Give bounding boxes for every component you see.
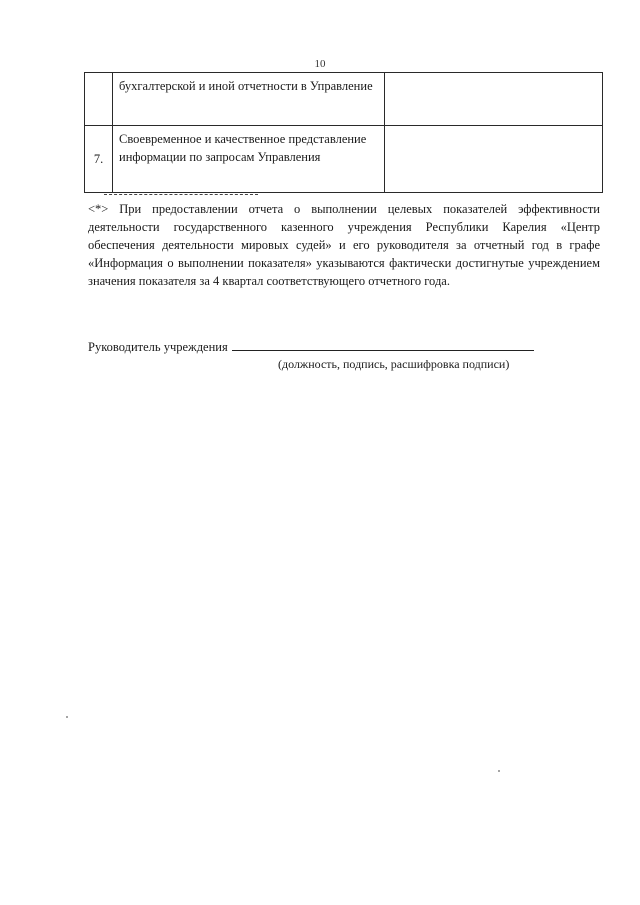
indicators-table — [84, 72, 603, 193]
footnote-divider — [104, 194, 258, 195]
scan-speck — [498, 770, 500, 772]
signature-label: Руководитель учреждения — [88, 340, 228, 354]
table-row — [85, 126, 603, 193]
indicator-info-cell — [385, 126, 603, 193]
indicator-name-cell: бухгалтерской и иной отчетности в Управление — [113, 73, 385, 126]
footnote-text: <*> При предоставлении отчета о выполнении целевых показателей эффективности деятельности государственного казенного учреждения Республики Карелия «Центр обеспечения деятельности мировых судей» и его руководителя за отчетный год в графе «Информация о выполнении показателя» указываются фактически достигнутые учреждением значения показателя за 4 квартал соответствующего отчетного года. — [88, 202, 600, 288]
signature-caption: (должность, подпись, расшифровка подписи) — [278, 357, 510, 371]
table-row — [85, 73, 603, 126]
indicator-info-cell — [385, 73, 603, 126]
signature-line — [232, 338, 534, 351]
indicator-name-cell: Своевременное и качественное представление информации по запросам Управления — [113, 126, 385, 193]
row-number-cell: 7. — [85, 126, 113, 193]
page-number: 10 — [314, 58, 326, 70]
signature-row — [88, 338, 608, 356]
row-number-cell — [85, 73, 113, 126]
scan-speck — [66, 716, 68, 718]
